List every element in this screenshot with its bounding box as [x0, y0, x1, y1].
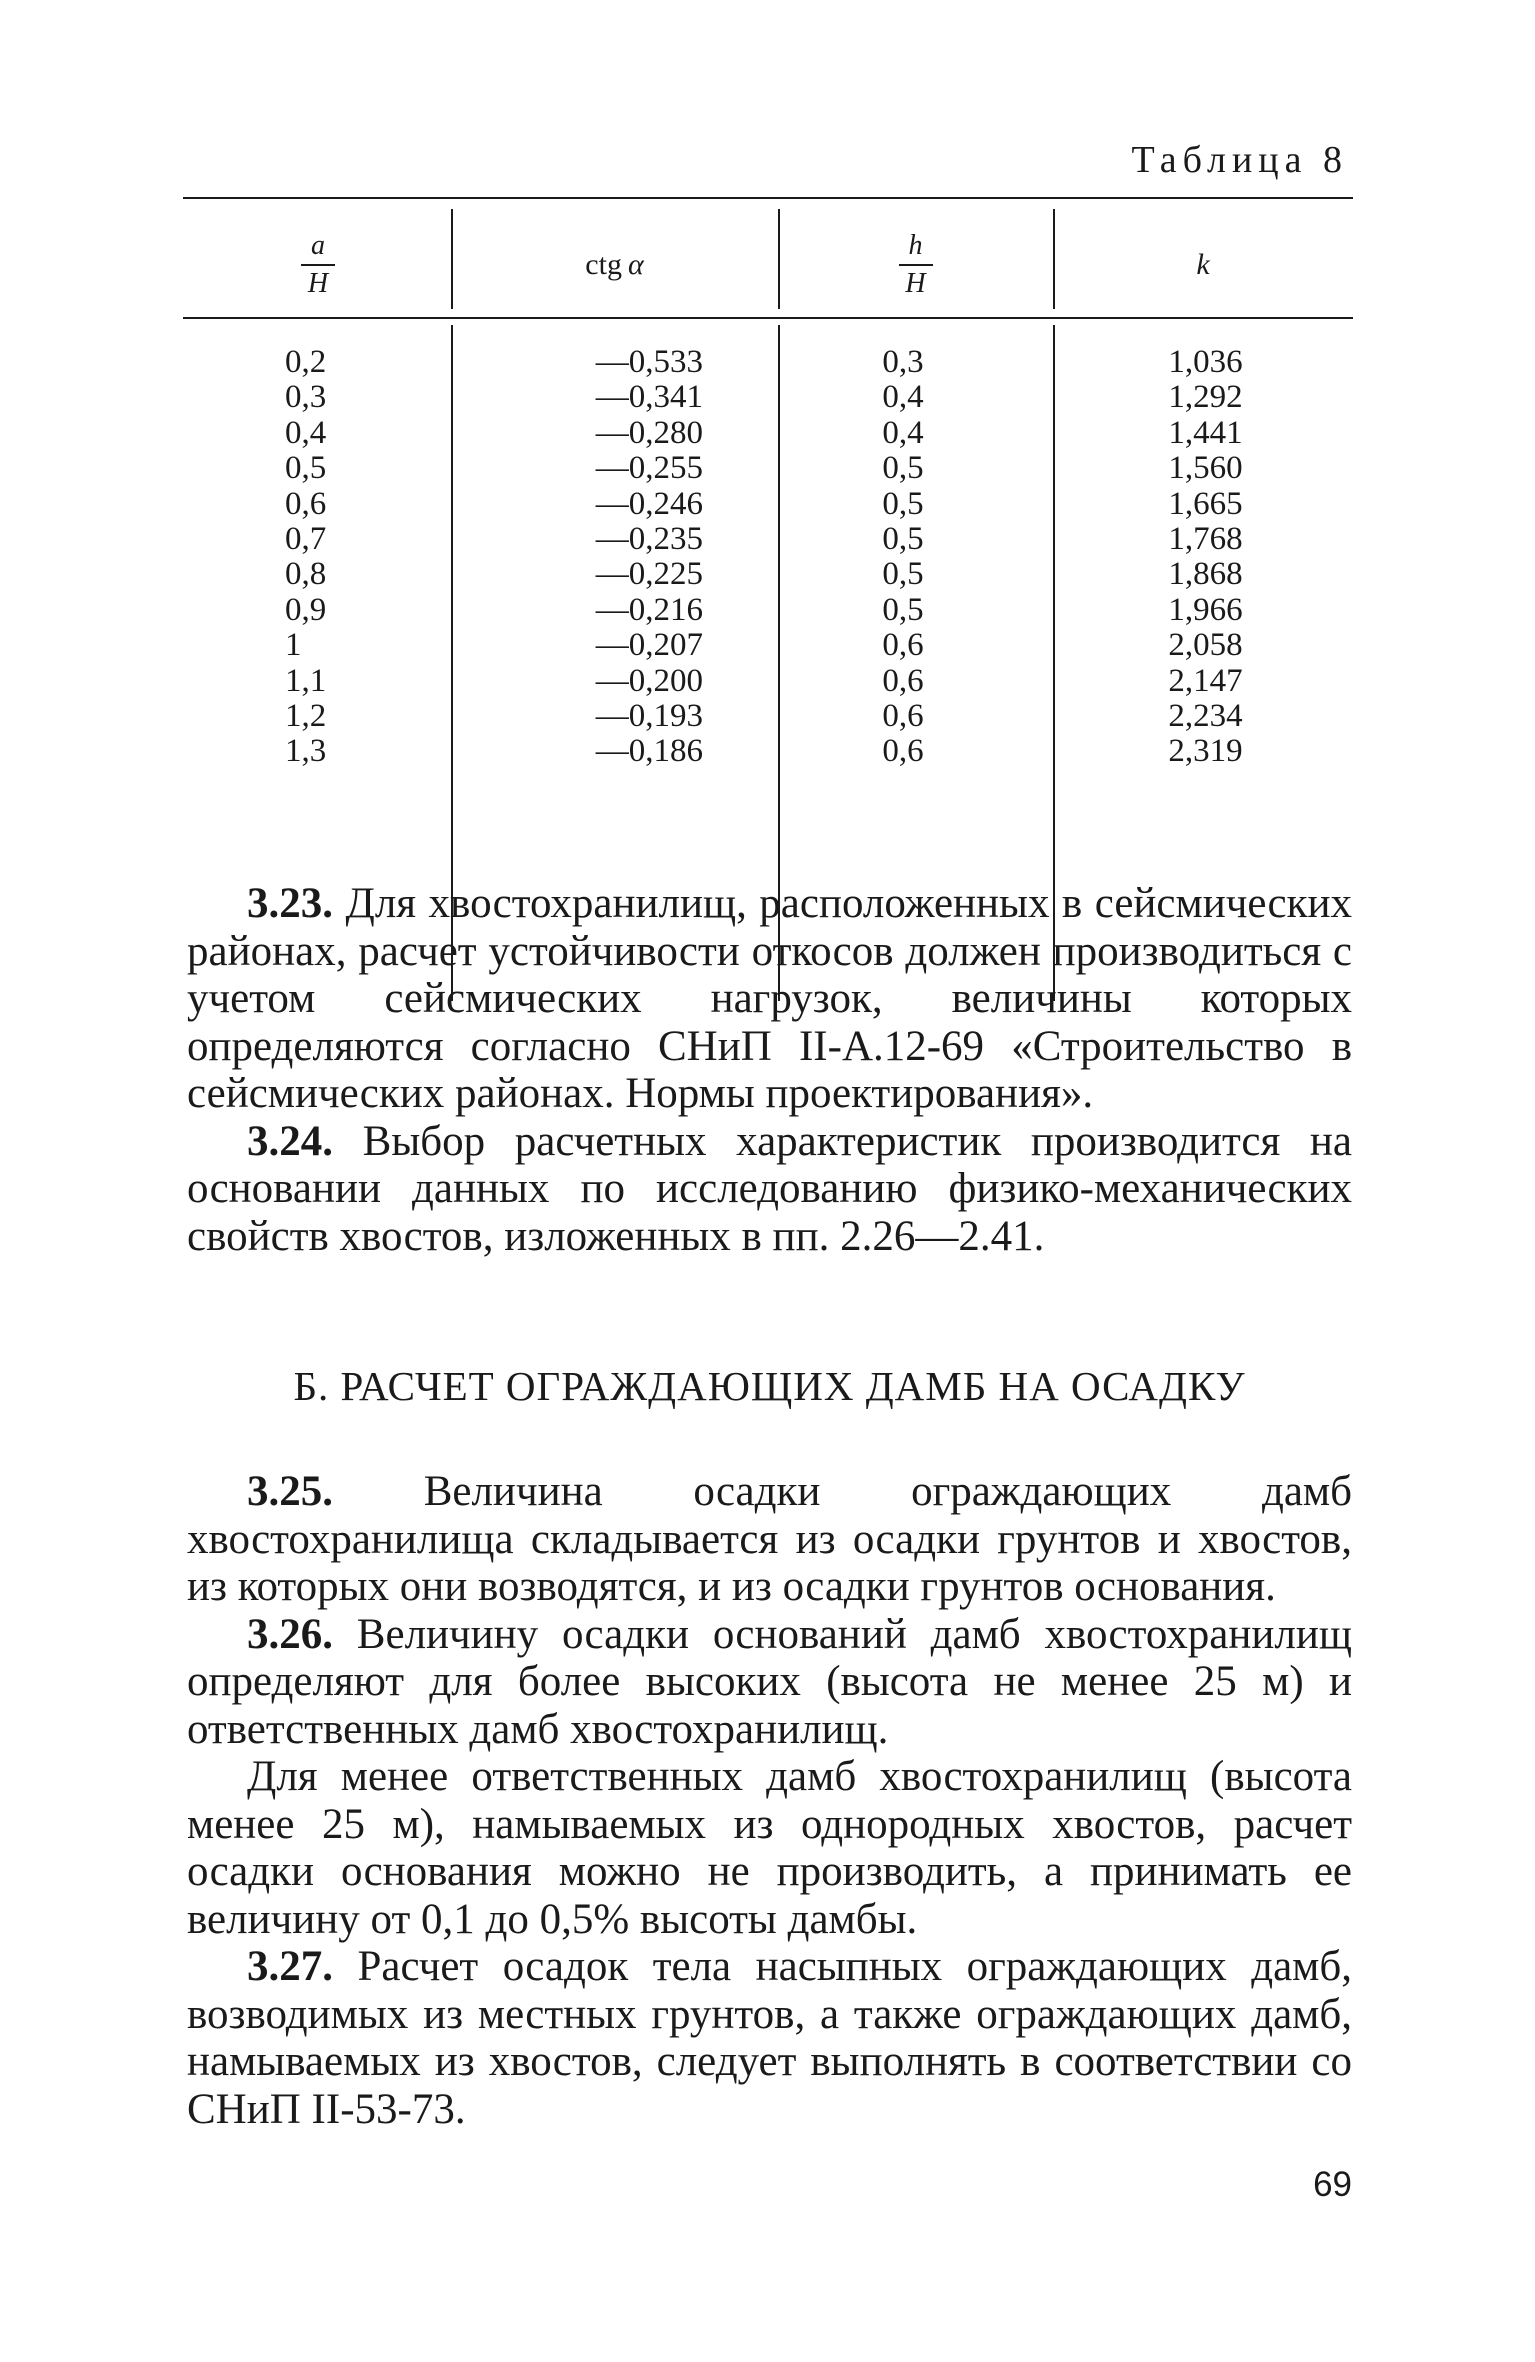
paragraph-number: 3.25.: [247, 1468, 333, 1515]
table-cell: 1,441: [1168, 414, 1243, 451]
paragraph-number: 3.23.: [247, 880, 333, 927]
table-cell: 0,2: [285, 344, 327, 380]
header-a-over-h-numerator: a: [301, 232, 335, 266]
paragraph-text: Величину осадки оснований дамб хвостохранилищ определяют для более высоких (высота не менее 25 м) и ответственных дамб хвостохранилищ.: [187, 1610, 1352, 1753]
table-caption: Таблица 8: [1131, 139, 1348, 181]
table-cell: 1: [285, 627, 302, 664]
table-cell: —0,193: [595, 697, 703, 734]
table-cell: 0,3: [285, 379, 327, 416]
paragraph-number: 3.24.: [247, 1117, 333, 1165]
table-cell: —0,341: [595, 379, 703, 416]
column-k: [1063, 345, 1348, 770]
header-ctg-label: ctg: [585, 248, 622, 281]
table-cell: 0,5: [882, 485, 924, 522]
paragraph-number: 3.27.: [247, 1943, 333, 1990]
paragraph-text: Величина осадки ограждающих дамб хвостохранилища складывается из осадки грунтов и хвостов, из которых они возводятся, и из осадки грунтов основания.: [187, 1468, 1353, 1610]
table-cell: 1,3: [285, 733, 327, 770]
column-ctg-alpha: [473, 345, 703, 770]
table-cell: —0,216: [595, 591, 703, 628]
table-cell: 1,2: [285, 697, 327, 734]
paragraphs-3-23-3-24: [187, 880, 1352, 1260]
paragraph-3-24: [187, 1118, 1352, 1261]
table-cell: —0,225: [595, 556, 703, 593]
paragraph-3-23: [187, 880, 1352, 1118]
header-h-over-h-denominator: H: [905, 268, 926, 299]
header-alpha-symbol: α: [627, 248, 644, 281]
table-cell: 0,4: [882, 414, 924, 451]
column-a-over-h: [285, 345, 445, 770]
paragraph-text: Расчет осадок тела насыпных ограждающих дамб, возводимых из местных грунтов, а также ограждающих дамб, намываемых из хвостов, следует выполнять в соответствии со СНиП II-53-73.: [187, 1943, 1352, 2133]
paragraphs-3-25-3-27: [187, 1468, 1352, 2133]
table-cell: 1,292: [1168, 379, 1243, 416]
table-cell: —0,200: [595, 662, 703, 699]
column-h-over-h: [783, 345, 1023, 770]
table-header-rule: [183, 317, 1353, 319]
table-cell: 0,5: [882, 450, 924, 487]
header-a-over-h: [263, 225, 373, 305]
table-cell: —0,255: [595, 450, 703, 487]
table-cell: —0,246: [595, 485, 703, 522]
table-cell: 0,6: [882, 627, 924, 664]
paragraph-3-26: [187, 1611, 1352, 1754]
paragraph-3-25: [187, 1468, 1352, 1611]
table-cell: 0,3: [882, 344, 924, 380]
table-cell: 0,5: [882, 591, 924, 628]
table-cell: —0,280: [595, 414, 703, 451]
table-cell: —0,235: [595, 520, 703, 557]
header-ctg-alpha: [451, 225, 778, 305]
header-h-over-h-numerator: h: [899, 232, 933, 266]
table-cell: 0,4: [285, 414, 327, 451]
table-cell: 0,5: [285, 450, 327, 487]
paragraph-text: Выбор расчетных характеристик производится на основании данных по исследованию физико-механических свойств хвостов, изложенных в пп. 2.26—2.41.: [187, 1117, 1352, 1260]
table-cell: 2,234: [1168, 697, 1243, 734]
table-cell: 0,6: [285, 485, 327, 522]
table-cell: 2,147: [1168, 662, 1243, 699]
table-cell: 1,768: [1168, 520, 1243, 557]
table-cell: 0,5: [882, 556, 924, 593]
table-cell: 1,560: [1168, 450, 1243, 487]
page-number: 69: [1313, 2165, 1352, 2204]
table-top-rule: [183, 197, 1353, 199]
table-cell: 2,058: [1168, 627, 1243, 664]
table-cell: 0,9: [285, 591, 327, 628]
header-k: k: [1196, 248, 1210, 281]
table-cell: 1,1: [285, 662, 327, 699]
header-h-over-h: [778, 225, 1053, 305]
table-cell: 0,8: [285, 556, 327, 593]
section-heading: Б. РАСЧЕТ ОГРАЖДАЮЩИХ ДАМБ НА ОСАДКУ: [293, 1363, 1246, 1409]
table-cell: 1,665: [1168, 485, 1243, 522]
paragraph-text: Для хвостохранилищ, расположенных в сейсмических районах, расчет устойчивости откосов должен производиться с учетом сейсмических нагрузок, величины которых определяются согласно СНиП II-А.12-69 «Строительство в сейсмических районах. Нормы проектирования».: [187, 880, 1353, 1117]
table-cell: —0,207: [595, 627, 703, 664]
table-cell: —0,533: [595, 344, 703, 380]
table-cell: 0,4: [882, 379, 924, 416]
table-cell: 0,6: [882, 662, 924, 699]
table-cell: 1,966: [1168, 591, 1243, 628]
table-cell: —0,186: [595, 733, 703, 770]
table-cell: 0,5: [882, 520, 924, 557]
paragraph-3-26-continued: Для менее ответственных дамб хвостохранилищ (высота менее 25 м), намываемых из однородных хвостов, расчет осадки основания можно не производить, а принимать ее величину от 0,1 до 0,5% высоты дамбы.: [187, 1753, 1352, 1943]
table-cell: 0,6: [882, 697, 924, 734]
header-a-over-h-denominator: H: [307, 268, 329, 299]
table-cell: 0,6: [882, 733, 924, 770]
table-cell: 1,868: [1168, 556, 1243, 593]
paragraph-number: 3.26.: [247, 1610, 333, 1658]
table-cell: 0,7: [285, 520, 327, 557]
table-cell: 1,036: [1168, 344, 1243, 380]
paragraph-3-27: [187, 1943, 1352, 2133]
table-cell: 2,319: [1168, 733, 1243, 770]
